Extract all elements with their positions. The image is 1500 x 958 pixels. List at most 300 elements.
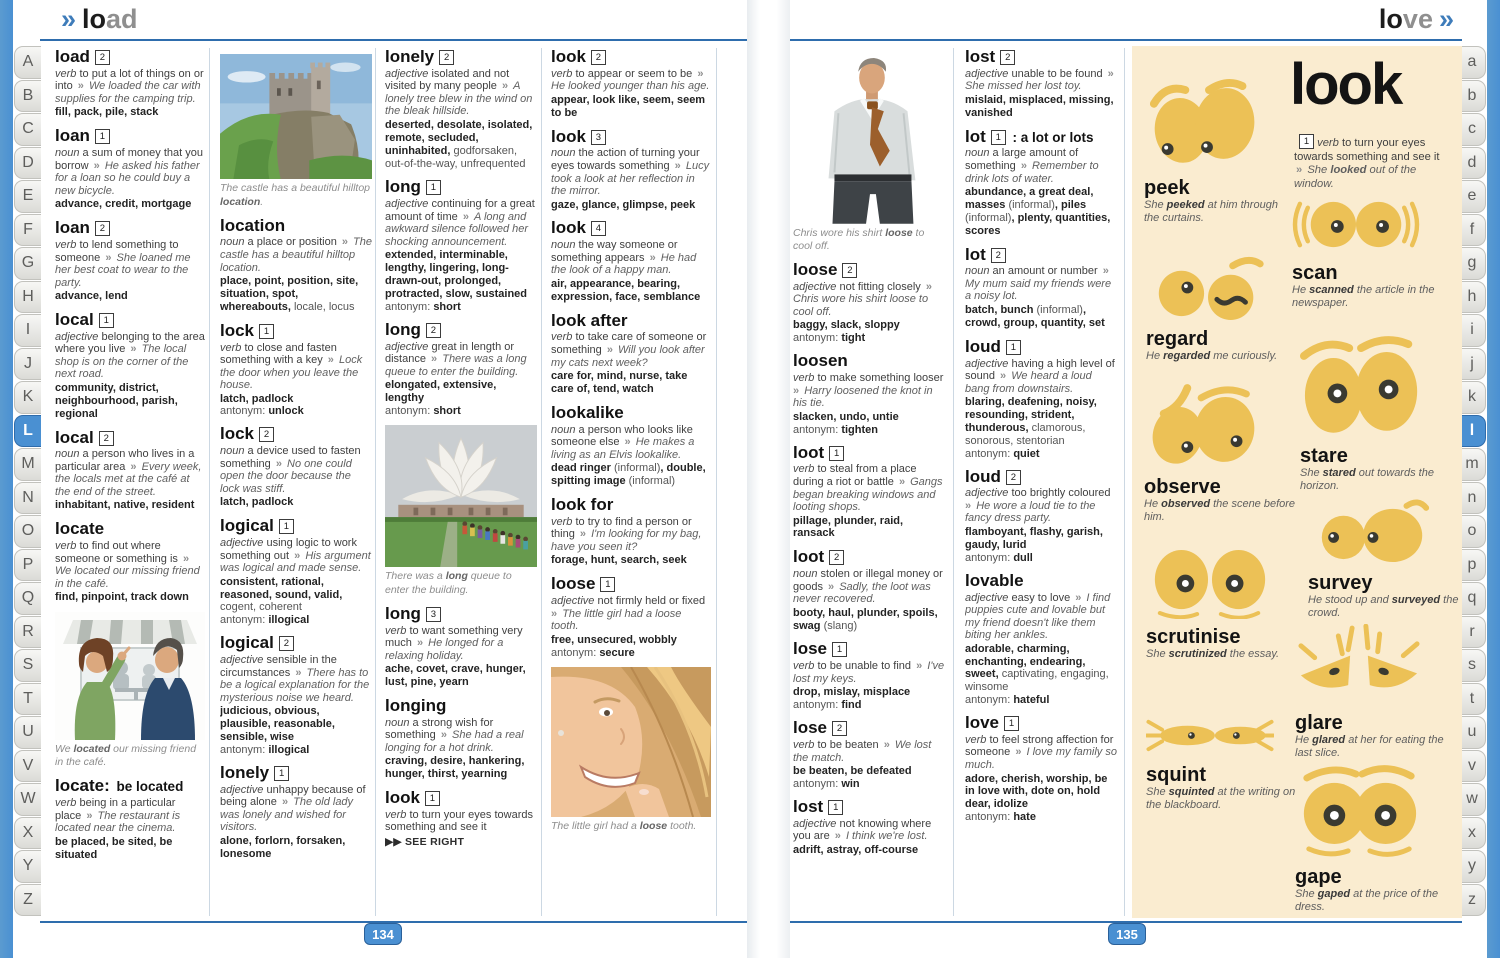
headword: [55, 520, 205, 538]
headword-text: loan: [55, 126, 90, 146]
eyes-survey-icon: [1308, 498, 1460, 570]
example-marker: »: [922, 280, 932, 293]
headword-text: look: [385, 788, 420, 808]
headword-text: logical: [220, 633, 274, 653]
headword: [55, 777, 205, 795]
sense-number: 1: [279, 519, 294, 534]
part-of-speech: adjective: [220, 537, 267, 550]
entry-locate: [55, 777, 205, 861]
look-synonym-word: observe: [1144, 476, 1221, 498]
synonyms: batch, bunch (informal), crowd, group, quantity, set: [965, 303, 1105, 329]
synonyms: forage, hunt, search, seek: [551, 554, 687, 567]
entry-lonely-1: [220, 764, 372, 861]
book-edge-left: [0, 0, 13, 958]
headword: [55, 311, 205, 329]
sense-number: 1: [425, 791, 440, 806]
example-sentence: I think we're lost.: [845, 830, 928, 843]
look-synonym-observe: [1144, 378, 1296, 525]
entry-loot-1: [793, 444, 946, 541]
antonym: antonym: short: [385, 404, 461, 417]
alphabet-tab-d: d: [1459, 147, 1486, 180]
part-of-speech: verb: [965, 733, 990, 746]
headword: [220, 764, 372, 782]
headword-text: look: [551, 48, 586, 66]
part-of-speech: verb: [551, 331, 576, 344]
example-marker: »: [278, 796, 292, 809]
queue-photo: [385, 425, 537, 597]
header-rule-left: [40, 39, 747, 41]
part-of-speech: verb: [793, 463, 818, 476]
figure-caption: Chris wore his shirt loose to cool off.: [793, 226, 925, 252]
part-of-speech: adjective: [965, 67, 1012, 80]
headword-text: loud: [965, 466, 1001, 486]
entry-lonely-2: [385, 48, 537, 170]
example-sentence: There was a long queue to enter the building.: [385, 353, 527, 378]
part-of-speech: verb: [385, 624, 410, 637]
look-synonym-sentence: He observed the scene before him.: [1144, 498, 1296, 524]
entry-loud-2: [965, 468, 1117, 564]
antonym: antonym: find: [793, 699, 862, 712]
headword-text: location: [220, 215, 286, 235]
alphabet-tab-k: K: [14, 381, 41, 414]
headword: [793, 548, 946, 566]
part-of-speech: adjective: [551, 595, 598, 608]
girl-photo-art: [551, 667, 711, 817]
headword-text: lonely: [220, 762, 270, 782]
example-marker: »: [127, 460, 140, 473]
alphabet-tab-s: S: [14, 649, 41, 682]
example-marker: »: [291, 549, 304, 562]
synonyms: pillage, plunder, raid, ransack: [793, 514, 904, 540]
headword-text: load: [55, 48, 90, 66]
example-sentence: He makes a living as an Elvis lookalike.: [551, 436, 695, 461]
sense-number: 2: [832, 721, 847, 736]
alphabet-tab-m: m: [1459, 448, 1486, 481]
example-marker: »: [824, 580, 838, 593]
entry-local-2: [55, 429, 205, 513]
synonyms: care for, mind, nurse, take care of, tend, watch: [551, 370, 688, 395]
example-marker: »: [179, 552, 190, 565]
figure-caption: We located our missing friend in the café.: [55, 743, 197, 769]
example-marker: »: [996, 370, 1010, 383]
alphabet-tab-s: s: [1459, 649, 1486, 682]
headword-text: long: [385, 177, 421, 197]
definition-text: to turn your eyes towards something and see it: [1294, 137, 1440, 163]
antonym: antonym: hate: [965, 811, 1036, 824]
look-synonym-word: regard: [1146, 328, 1209, 350]
example-sentence: A long and awkward silence followed her shocking announcement.: [385, 210, 529, 248]
headword: [965, 48, 1117, 66]
headword-text: longing: [385, 695, 447, 715]
alphabet-tab-c: C: [14, 113, 41, 146]
definition: verb to want something very much » He longed for a relaxing holiday.: [385, 624, 523, 662]
example-marker: »: [1296, 164, 1303, 177]
example-marker: »: [127, 343, 140, 356]
headword: [385, 178, 537, 196]
column-divider: [953, 48, 954, 916]
look-synonym-sentence: She peeked at him through the curtains.: [1144, 199, 1278, 225]
alphabet-tab-t: t: [1459, 683, 1486, 716]
headword-text: long: [385, 319, 421, 339]
headword: [55, 127, 205, 145]
synonyms: judicious, obvious, plausible, reasonable, sensible, wise: [220, 705, 335, 744]
definition: noun a person who looks like someone else » He makes a living as an Elvis lookalike.: [551, 423, 695, 461]
alphabet-tab-y: Y: [14, 850, 41, 883]
headword: [551, 128, 711, 146]
headword: [793, 444, 946, 462]
antonym: antonym: illogical: [220, 614, 310, 627]
antonym: antonym: unlock: [220, 405, 304, 418]
example-marker: »: [437, 729, 450, 742]
alphabet-tab-l: l: [1459, 415, 1486, 448]
example-sentence: He looked younger than his age.: [551, 80, 710, 93]
alphabet-tab-o: O: [14, 515, 41, 548]
part-of-speech: adjective: [965, 591, 1012, 604]
example-sentence: Gangs began breaking windows and looting shops.: [793, 475, 943, 514]
example-marker: »: [551, 607, 561, 620]
synonyms: latch, padlock: [220, 496, 294, 509]
definition: noun an amount or number » My mum said my friends were a noisy lot.: [965, 265, 1112, 303]
entry-longing: [385, 697, 537, 781]
entry-look-2: [551, 48, 711, 120]
sense-number: 1: [832, 642, 847, 657]
part-of-speech: noun: [55, 147, 83, 160]
look-synonym-scan: [1292, 194, 1444, 311]
example-marker: »: [895, 475, 909, 488]
example-sentence: The little girl had a loose tooth.: [551, 607, 682, 633]
synonyms: find, pinpoint, track down: [55, 591, 189, 604]
synonyms: air, appearance, bearing, expression, face, semblance: [551, 277, 701, 303]
part-of-speech: adjective: [55, 330, 102, 343]
part-of-speech: verb: [55, 540, 80, 553]
sense-number: 2: [439, 50, 454, 65]
alphabet-tab-z: Z: [14, 884, 41, 917]
headword: [220, 634, 372, 652]
look-synonym-word: scrutinise: [1146, 626, 1241, 648]
definition: verb to take care of someone or something » Will you look after my cats next week?: [551, 331, 707, 369]
alphabet-tab-z: z: [1459, 884, 1486, 917]
example-sentence: Harry loosened the knot in his tie.: [793, 384, 933, 410]
castle-photo: [220, 54, 372, 209]
entry-look-for: [551, 496, 711, 567]
eyes-glare-icon: [1295, 624, 1447, 710]
entry-loose-1: [551, 575, 711, 658]
example-marker: »: [498, 80, 512, 93]
entry-lookalike: [551, 404, 711, 488]
antonym: antonym: tighten: [793, 423, 878, 436]
synonyms: gaze, glance, glimpse, peek: [551, 198, 696, 211]
definition: noun a person who lives in a particular area » Every week, the locals met at the café at the end of the street.: [55, 448, 202, 498]
definition: adjective continuing for a great amount of time » A long and awkward silence followed her shocking announcement.: [385, 198, 535, 248]
part-of-speech: adjective: [385, 340, 432, 353]
definition: noun a device used to fasten something » No one could open the door because the lock was stiff.: [220, 445, 361, 495]
synonyms: slacken, undo, untie: [793, 410, 899, 423]
sense-number: 2: [279, 636, 294, 651]
entry-location: [220, 217, 372, 314]
antonym: antonym: secure: [551, 646, 635, 659]
chevron-double-right-icon: »: [61, 4, 77, 34]
definition: verb to try to find a person or thing » I'm looking for my bag, have you seen it?: [551, 515, 702, 553]
sense-number: 2: [1006, 470, 1021, 485]
headword-text: local: [55, 427, 94, 447]
sense-number: 1: [1299, 134, 1314, 149]
entry-lot-1: [965, 128, 1117, 238]
sense-number: 1: [95, 129, 110, 144]
entry-lose-1: [793, 640, 946, 711]
look-panel-title: look: [1290, 52, 1402, 117]
alphabet-tab-y: y: [1459, 850, 1486, 883]
definition: adjective not fitting closely » Chris wore his shirt loose to cool off.: [793, 280, 932, 318]
headword-text: lonely: [385, 48, 435, 66]
cafe-illustration: [55, 612, 205, 769]
entry-loan-1: [55, 127, 205, 211]
part-of-speech: adjective: [220, 654, 267, 667]
page-gutter: [747, 0, 790, 958]
headword-text: loose: [793, 260, 838, 280]
synonyms: consistent, rational, reasoned, sound, valid, cogent, coherent: [220, 575, 343, 614]
example-sentence: I love my family so much.: [965, 746, 1117, 771]
headword-text: loot: [793, 547, 825, 567]
guideword-right: [1379, 4, 1460, 35]
synonyms: latch, padlock: [220, 392, 294, 405]
headword: [965, 338, 1117, 356]
definition: verb to be unable to find » I've lost my keys.: [793, 660, 945, 685]
synonyms: advance, lend: [55, 290, 128, 303]
example-sentence: His argument was logical and made sense.: [220, 549, 371, 575]
look-synonym-word: squint: [1146, 764, 1206, 786]
alphabet-tab-c: c: [1459, 113, 1486, 146]
headword: [551, 312, 711, 330]
headword: [551, 48, 711, 66]
sense-number: 4: [591, 221, 606, 236]
alphabet-tab-a: A: [14, 46, 41, 79]
book-edge-right: [1487, 0, 1500, 958]
alphabet-tab-h: h: [1459, 281, 1486, 314]
example-marker: »: [413, 637, 427, 650]
headword-text: locate:: [55, 776, 110, 796]
entry-loan-2: [55, 219, 205, 303]
sense-number: 1: [259, 324, 274, 339]
headword-text: loan: [55, 218, 90, 238]
alphabet-tab-n: n: [1459, 482, 1486, 515]
entry-lot-2: [965, 246, 1117, 330]
alphabet-tab-b: b: [1459, 80, 1486, 113]
synonyms: ache, covet, crave, hunger, lust, pine, yearn: [385, 663, 526, 689]
headword-suffix: : a lot or lots: [1008, 129, 1094, 145]
alphabet-tab-n: N: [14, 482, 41, 515]
headword-text: loud: [965, 336, 1001, 356]
column-divider: [716, 48, 717, 916]
sense-number: 2: [95, 50, 110, 65]
example-marker: »: [102, 251, 115, 264]
example-marker: »: [1072, 591, 1085, 604]
definition: verb to feel strong affection for someone » I love my family so much.: [965, 733, 1117, 771]
antonym: antonym: illogical: [220, 743, 310, 756]
example-sentence: The old lady was lonely and wished for visitors.: [220, 796, 354, 834]
headword-text: look: [551, 218, 586, 238]
definition: adjective using logic to work something out » His argument was logical and made sense.: [220, 537, 371, 575]
headword: [965, 714, 1117, 732]
part-of-speech: verb: [55, 67, 80, 80]
synonyms: fill, pack, pile, stack: [55, 106, 159, 119]
synonyms: advance, credit, mortgage: [55, 198, 192, 211]
eyes-peek-icon: [1144, 76, 1296, 175]
example-marker: »: [292, 666, 305, 679]
part-of-speech: verb: [551, 515, 576, 528]
eyes-observe-icon: [1144, 378, 1296, 474]
example-sentence: Sadly, the loot was never recovered.: [793, 580, 931, 606]
synonyms: be placed, be sited, be situated: [55, 835, 173, 861]
look-synonym-word: scan: [1292, 262, 1338, 284]
synonyms: free, unsecured, wobbly: [551, 633, 677, 646]
sense-number: 1: [829, 446, 844, 461]
definition: adjective not firmly held or fixed » The little girl had a loose tooth.: [551, 595, 706, 633]
headword-text: lose: [793, 718, 828, 738]
headword: [551, 219, 711, 237]
look-synonym-sentence: He stood up and surveyed the crowd.: [1308, 594, 1459, 620]
synonyms: extended, interminable, lengthy, lingering, long-drawn-out, prolonged, protracted, slow, sustained: [385, 249, 528, 300]
guideword-left-rest: ad: [106, 4, 138, 34]
headword: [965, 246, 1117, 264]
look-synonym-sentence: She gaped at the price of the dress.: [1295, 888, 1439, 914]
sense-number: 2: [991, 248, 1006, 263]
headword-text: lost: [965, 48, 996, 66]
alphabet-rail-left: [14, 46, 41, 916]
headword: [55, 219, 205, 237]
eyes-squint-icon: [1146, 714, 1298, 762]
alphabet-tab-m: M: [14, 448, 41, 481]
man-illustration-art: [793, 54, 946, 224]
example-marker: »: [272, 457, 285, 470]
girl-photo: [551, 667, 711, 833]
part-of-speech: adjective: [385, 67, 432, 80]
entry-loot-2: [793, 548, 946, 632]
headword: [385, 605, 537, 623]
look-synonym-word: stare: [1300, 445, 1348, 467]
alphabet-tab-r: R: [14, 616, 41, 649]
part-of-speech: verb: [793, 372, 818, 385]
part-of-speech: noun: [551, 147, 579, 160]
example-sentence: I've lost my keys.: [793, 660, 945, 685]
synonyms: be beaten, be defeated: [793, 765, 912, 778]
synonyms: mislaid, misplaced, missing, vanished: [965, 93, 1114, 119]
alphabet-tab-j: j: [1459, 348, 1486, 381]
headword-text: love: [965, 713, 1000, 733]
sense-number: 2: [95, 221, 110, 236]
synonyms: inhabitant, native, resident: [55, 499, 195, 512]
synonyms: elongated, extensive, lengthy: [385, 379, 497, 405]
synonyms: deserted, desolate, isolated, remote, secluded, uninhabited, godforsaken, out-of-the-way, unfrequented: [385, 118, 533, 170]
definition: adjective great in length or distance » There was a long queue to enter the building.: [385, 340, 527, 378]
example-marker: »: [646, 251, 659, 264]
look-synonym-glare: [1295, 624, 1447, 761]
headword: [965, 572, 1117, 590]
part-of-speech: verb: [793, 739, 818, 752]
headword: [220, 322, 372, 340]
guideword-left-bold: lo: [82, 4, 107, 34]
example-marker: »: [880, 739, 893, 752]
definition: noun a sum of money that you borrow » He asked his father for a loan so he could buy a new bicycle.: [55, 147, 203, 197]
example-sentence: We heard a loud bang from downstairs.: [965, 370, 1092, 395]
look-feature-panel: [1132, 46, 1462, 918]
look-synonym-word: glare: [1295, 712, 1343, 734]
example-sentence: Will you look after my cats next week?: [551, 343, 705, 369]
example-sentence: Chris wore his shirt loose to cool off.: [793, 293, 929, 318]
antonym: antonym: short: [385, 300, 461, 313]
alphabet-rail-right: [1459, 46, 1486, 916]
example-sentence: A lonely tree blew in the wind on the bleak hillside.: [385, 80, 533, 118]
example-sentence: My mum said my friends were a noisy lot.: [965, 277, 1112, 303]
headword: [965, 128, 1117, 146]
headword-text: look: [551, 126, 586, 146]
synonyms: baggy, slack, sloppy: [793, 319, 900, 332]
alphabet-tab-p: p: [1459, 549, 1486, 582]
part-of-speech: noun: [220, 236, 248, 249]
entry-long-1: [385, 178, 537, 312]
eyes-stare-icon: [1300, 334, 1452, 443]
part-of-speech: adjective: [385, 198, 432, 211]
synonyms: craving, desire, hankering, hunger, thirst, yearning: [385, 755, 525, 781]
figure-caption: There was a long queue to enter the building.: [385, 570, 512, 596]
example-marker: »: [831, 830, 844, 843]
example-sentence: Every week, the locals met at the café at the end of the street.: [55, 460, 202, 498]
guideword-right-bold: lo: [1378, 4, 1403, 34]
sense-number: 2: [842, 263, 857, 278]
example-sentence: Remember to drink lots of water.: [965, 160, 1099, 185]
definition: verb to steal from a place during a riot or battle » Gangs began breaking windows and looting shops.: [793, 463, 943, 514]
column-2: [220, 48, 372, 916]
part-of-speech: verb: [220, 341, 245, 354]
definition: noun the action of turning your eyes towards something » Lucy took a look at her reflection in the mirror.: [551, 147, 710, 198]
sense-number: 1: [1004, 716, 1019, 731]
figure-caption: The little girl had a loose tooth.: [551, 819, 697, 832]
definition: noun a strong wish for something » She had a real longing for a hot drink.: [385, 716, 524, 754]
page-number-right: 135: [1108, 923, 1146, 945]
example-marker: »: [427, 353, 441, 366]
synonyms: appear, look like, seem, seem to be: [551, 93, 706, 119]
synonyms: adorable, charming, enchanting, endearing, sweet, captivating, engaging, winsome: [965, 642, 1109, 694]
sense-number: 3: [591, 130, 606, 145]
headword-text: loosen: [793, 351, 848, 371]
definition: adjective easy to love » I find puppies cute and lovable but my friend doesn't like them biting her ankles.: [965, 591, 1111, 642]
look-synonym-gape: [1295, 762, 1447, 915]
headword: [385, 697, 537, 715]
sense-number: 2: [259, 427, 274, 442]
alphabet-tab-e: E: [14, 180, 41, 213]
entry-lovable: [965, 572, 1117, 706]
alphabet-tab-t: T: [14, 683, 41, 716]
alphabet-tab-q: q: [1459, 582, 1486, 615]
sense-number: 2: [829, 550, 844, 565]
example-sentence: She loaned me her best coat to wear to the party.: [55, 251, 191, 289]
example-marker: »: [324, 354, 337, 367]
entry-loose-2: [793, 261, 946, 344]
antonym: antonym: tight: [793, 332, 866, 345]
headword-text: look after: [551, 310, 628, 330]
alphabet-tab-k: k: [1459, 381, 1486, 414]
example-sentence: He had the look of a happy man.: [551, 251, 697, 277]
definition: adjective too brightly coloured » He wore a loud tie to the fancy dress party.: [965, 487, 1111, 525]
part-of-speech: verb: [793, 660, 818, 673]
definition: verb to be beaten » We lost the match.: [793, 739, 932, 764]
eyes-regard-icon: [1146, 256, 1298, 326]
example-sentence: Lucy took a look at her reflection in the mirror.: [551, 160, 710, 198]
example-sentence: The restaurant is located near the cinema.: [55, 809, 181, 835]
cafe-illustration-art: [55, 612, 205, 740]
definition: verb to appear or seem to be » He looked younger than his age.: [551, 67, 710, 93]
example-marker: »: [1017, 160, 1030, 172]
alphabet-tab-f: f: [1459, 214, 1486, 247]
